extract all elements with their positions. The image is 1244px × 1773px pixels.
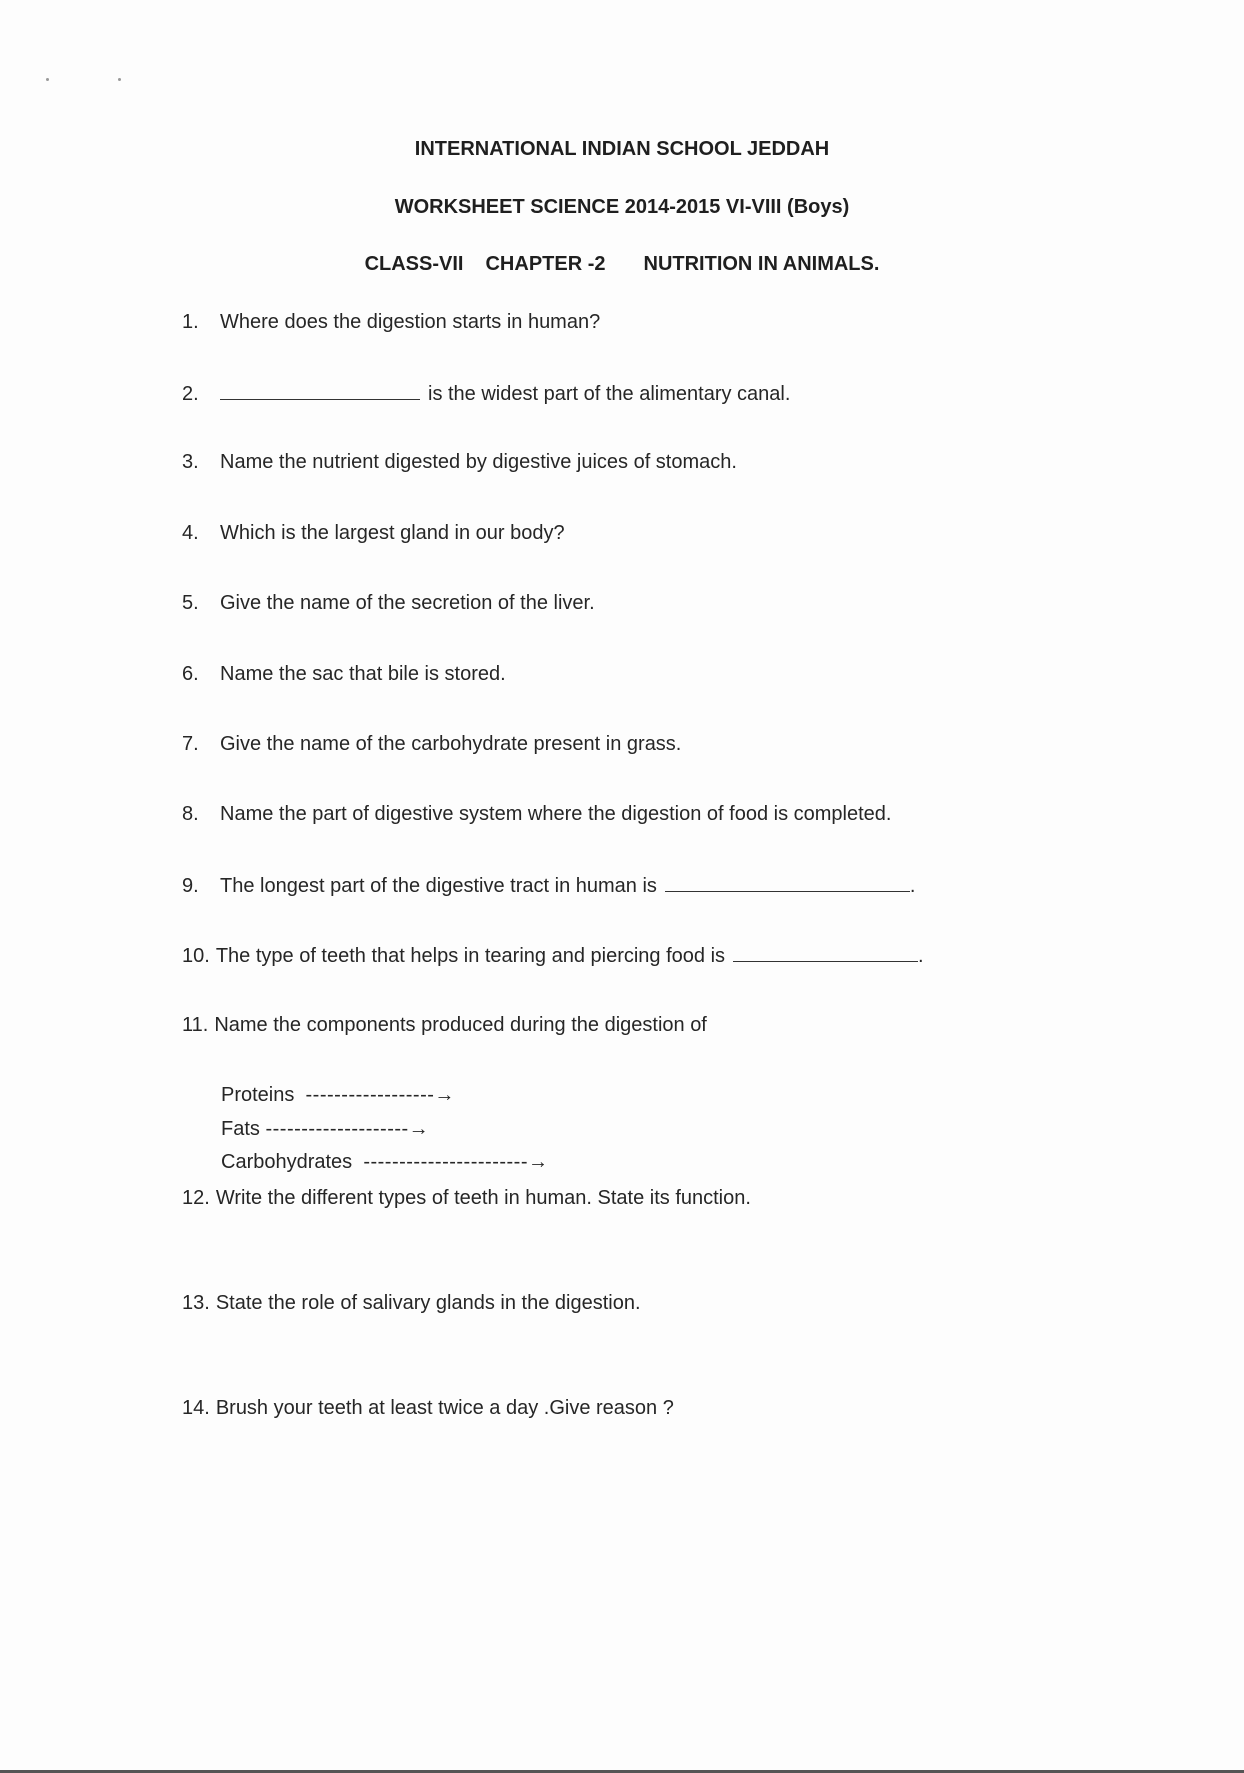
question-6	[182, 663, 506, 686]
question-3	[182, 451, 737, 474]
component-label: Proteins	[221, 1084, 295, 1106]
question-text: Name the nutrient digested by digestive juices of stomach.	[220, 451, 737, 473]
question-number: 8.	[182, 803, 199, 825]
question-8	[182, 803, 891, 826]
question-2	[182, 381, 790, 406]
scan-speck	[46, 78, 49, 81]
chapter-label: CHAPTER -2	[485, 253, 606, 275]
worksheet-title: WORKSHEET SCIENCE 2014-2015 VI-VIII (Boys)	[394, 196, 850, 218]
question-12	[182, 1187, 751, 1210]
question-4	[182, 522, 565, 545]
question-text: Name the sac that bile is stored.	[220, 663, 506, 685]
question-number: 3.	[182, 451, 199, 473]
question-text: Give the name of the secretion of the liver.	[220, 592, 595, 614]
question-end: .	[918, 945, 924, 967]
school-name: INTERNATIONAL INDIAN SCHOOL JEDDAH	[414, 138, 830, 160]
question-number: 11.	[182, 1014, 209, 1036]
question-text: Write the different types of teeth in human. State its function.	[215, 1187, 751, 1209]
question-13	[182, 1292, 641, 1315]
question-number: 14.	[182, 1397, 210, 1419]
question-end: .	[909, 875, 916, 897]
question-number: 9.	[182, 875, 199, 897]
question-text: The longest part of the digestive tract in human is	[220, 875, 657, 897]
question-number: 12.	[182, 1187, 210, 1209]
question-text: Brush your teeth at least twice a day .Give reason ?	[215, 1397, 674, 1419]
question-9	[182, 873, 915, 898]
question-number: 4.	[182, 522, 199, 544]
question-number: 5.	[182, 592, 199, 614]
component-label: Carbohydrates	[221, 1151, 353, 1173]
answer-blank[interactable]	[733, 943, 918, 962]
arrow-dashes: ------------------→	[305, 1084, 455, 1106]
answer-blank[interactable]	[665, 873, 910, 892]
question-number: 6.	[182, 663, 199, 685]
question-text: Name the part of digestive system where the digestion of food is completed.	[220, 803, 892, 825]
component-label: Fats	[221, 1118, 260, 1140]
question-text: Name the components produced during the digestion of	[214, 1014, 707, 1036]
class-chapter-line	[0, 253, 1244, 276]
question-text: Which is the largest gland in our body?	[220, 522, 565, 544]
component-fats	[221, 1118, 429, 1141]
question-11	[182, 1014, 707, 1037]
question-7	[182, 733, 681, 756]
question-text: is the widest part of the alimentary canal.	[428, 383, 791, 405]
question-5	[182, 592, 595, 615]
question-number: 1.	[182, 311, 199, 333]
question-text: State the role of salivary glands in the digestion.	[215, 1292, 641, 1314]
question-number: 13.	[182, 1292, 210, 1314]
topic-label: NUTRITION IN ANIMALS.	[643, 253, 880, 275]
arrow-dashes: --------------------→	[265, 1118, 430, 1140]
component-proteins	[221, 1084, 455, 1107]
question-14	[182, 1397, 674, 1420]
question-number: 7.	[182, 733, 199, 755]
question-1	[182, 311, 600, 334]
question-number: 10.	[182, 945, 210, 967]
question-text: The type of teeth that helps in tearing and piercing food is	[215, 945, 726, 967]
question-number: 2.	[182, 383, 199, 405]
arrow-dashes: -----------------------→	[363, 1151, 549, 1173]
question-text: Where does the digestion starts in human?	[220, 311, 601, 333]
scan-speck	[118, 78, 121, 81]
answer-blank[interactable]	[220, 381, 420, 400]
class-label: CLASS-VII	[364, 253, 464, 275]
question-text: Give the name of the carbohydrate present in grass.	[220, 733, 682, 755]
component-carbohydrates	[221, 1151, 549, 1174]
question-10	[182, 943, 924, 968]
